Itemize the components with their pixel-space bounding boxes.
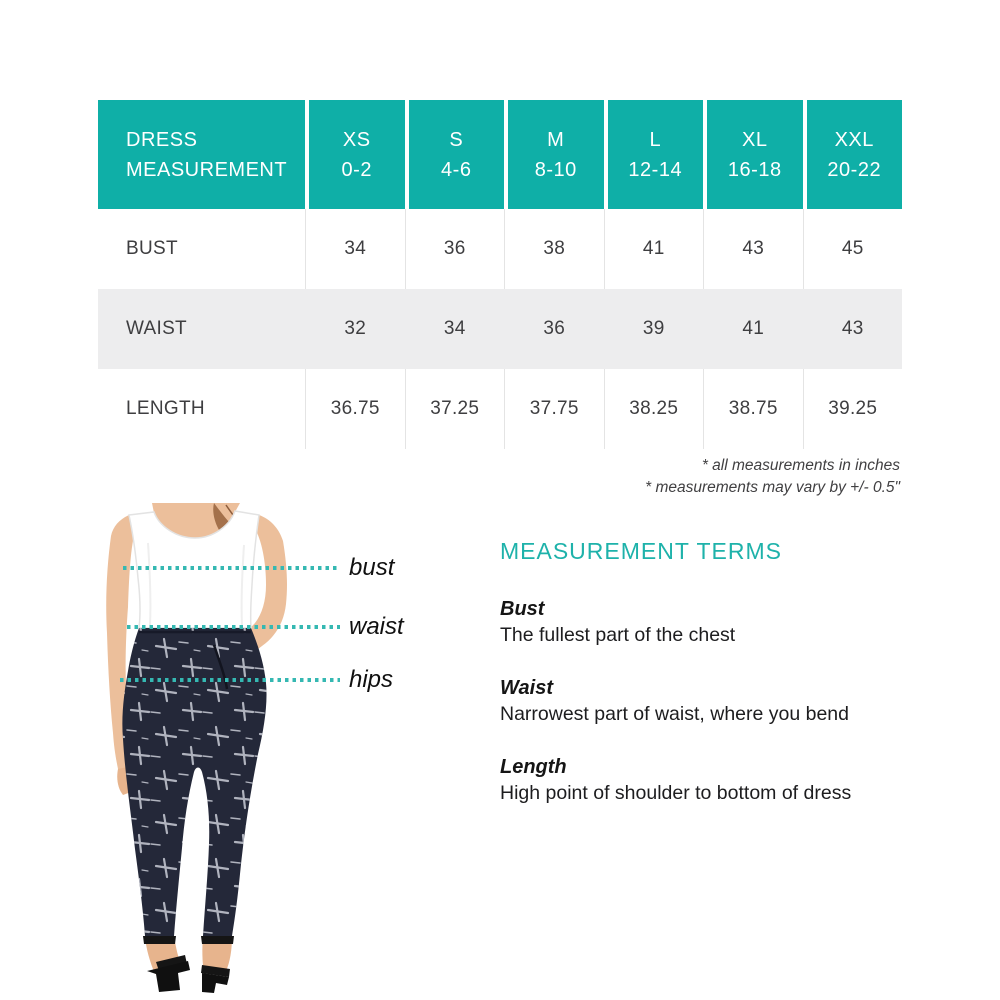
size-range: 12-14 (628, 158, 683, 181)
waist-m: 36 (504, 289, 604, 369)
length-xs: 36.75 (305, 369, 405, 449)
size-chart-table (98, 100, 902, 449)
bust-dotted-line (123, 566, 340, 570)
model-illustration (98, 503, 340, 995)
length-xxl: 39.25 (803, 369, 903, 449)
footnote-inches: * all measurements in inches (701, 457, 900, 474)
size-range: 20-22 (827, 158, 882, 181)
measurement-terms-section (500, 538, 910, 833)
term-definition: High point of shoulder to bottom of dress (500, 782, 852, 804)
term-length (500, 754, 910, 806)
waist-xs: 32 (305, 289, 405, 369)
model-photo (98, 503, 340, 995)
term-name: Waist (500, 677, 553, 699)
measurement-terms-heading: MEASUREMENT TERMS (500, 538, 782, 564)
row-label: LENGTH (126, 398, 205, 419)
term-definition: Narrowest part of waist, where you bend (500, 703, 850, 725)
measurement-footnotes (645, 455, 900, 498)
size-name: L (649, 128, 662, 151)
bust-xs: 34 (305, 209, 405, 289)
footnote-variance: * measurements may vary by +/- 0.5" (645, 478, 900, 496)
table-row-waist (98, 289, 902, 369)
hips-line-label: hips (349, 666, 394, 693)
waist-s: 34 (405, 289, 505, 369)
header-col-xs (305, 100, 405, 209)
length-xl: 38.75 (703, 369, 803, 449)
bust-xl: 43 (703, 209, 803, 289)
term-name: Length (500, 756, 567, 778)
table-row-length (98, 369, 902, 449)
header-dress-measurement (98, 100, 305, 209)
waist-l: 39 (604, 289, 704, 369)
size-name: XL (742, 128, 768, 151)
hips-dotted-line (120, 678, 340, 682)
size-range: 0-2 (341, 158, 372, 181)
header-label-line1: DRESS (126, 128, 198, 151)
length-s: 37.25 (405, 369, 505, 449)
bust-line-label: bust (349, 554, 395, 581)
length-l: 38.25 (604, 369, 704, 449)
size-name: S (449, 128, 464, 151)
waist-line-label: waist (349, 613, 404, 640)
bust-s: 36 (405, 209, 505, 289)
bust-l: 41 (604, 209, 704, 289)
size-name: XS (342, 128, 371, 151)
waist-xxl: 43 (803, 289, 903, 369)
header-col-m (504, 100, 604, 209)
model-pants (122, 628, 266, 936)
length-m: 37.75 (504, 369, 604, 449)
bust-m: 38 (504, 209, 604, 289)
size-range: 16-18 (727, 158, 782, 181)
size-chart-header-row (98, 100, 902, 209)
header-col-s (405, 100, 505, 209)
header-col-l (604, 100, 704, 209)
size-name: XXL (834, 128, 874, 151)
size-range: 8-10 (534, 158, 577, 181)
header-col-xl (703, 100, 803, 209)
size-name: M (547, 128, 565, 151)
row-label: WAIST (98, 289, 305, 369)
term-name: Bust (500, 598, 545, 620)
term-bust (500, 596, 910, 648)
term-definition: The fullest part of the chest (500, 624, 736, 646)
waist-dotted-line (127, 625, 340, 629)
waist-xl: 41 (703, 289, 803, 369)
bust-xxl: 45 (803, 209, 903, 289)
term-waist (500, 675, 910, 727)
table-row-bust (98, 209, 902, 289)
header-col-xxl (803, 100, 903, 209)
size-range: 4-6 (441, 158, 472, 181)
row-label: BUST (126, 238, 178, 259)
model-sandals (143, 936, 234, 993)
header-label-line2: MEASUREMENT (126, 158, 288, 181)
